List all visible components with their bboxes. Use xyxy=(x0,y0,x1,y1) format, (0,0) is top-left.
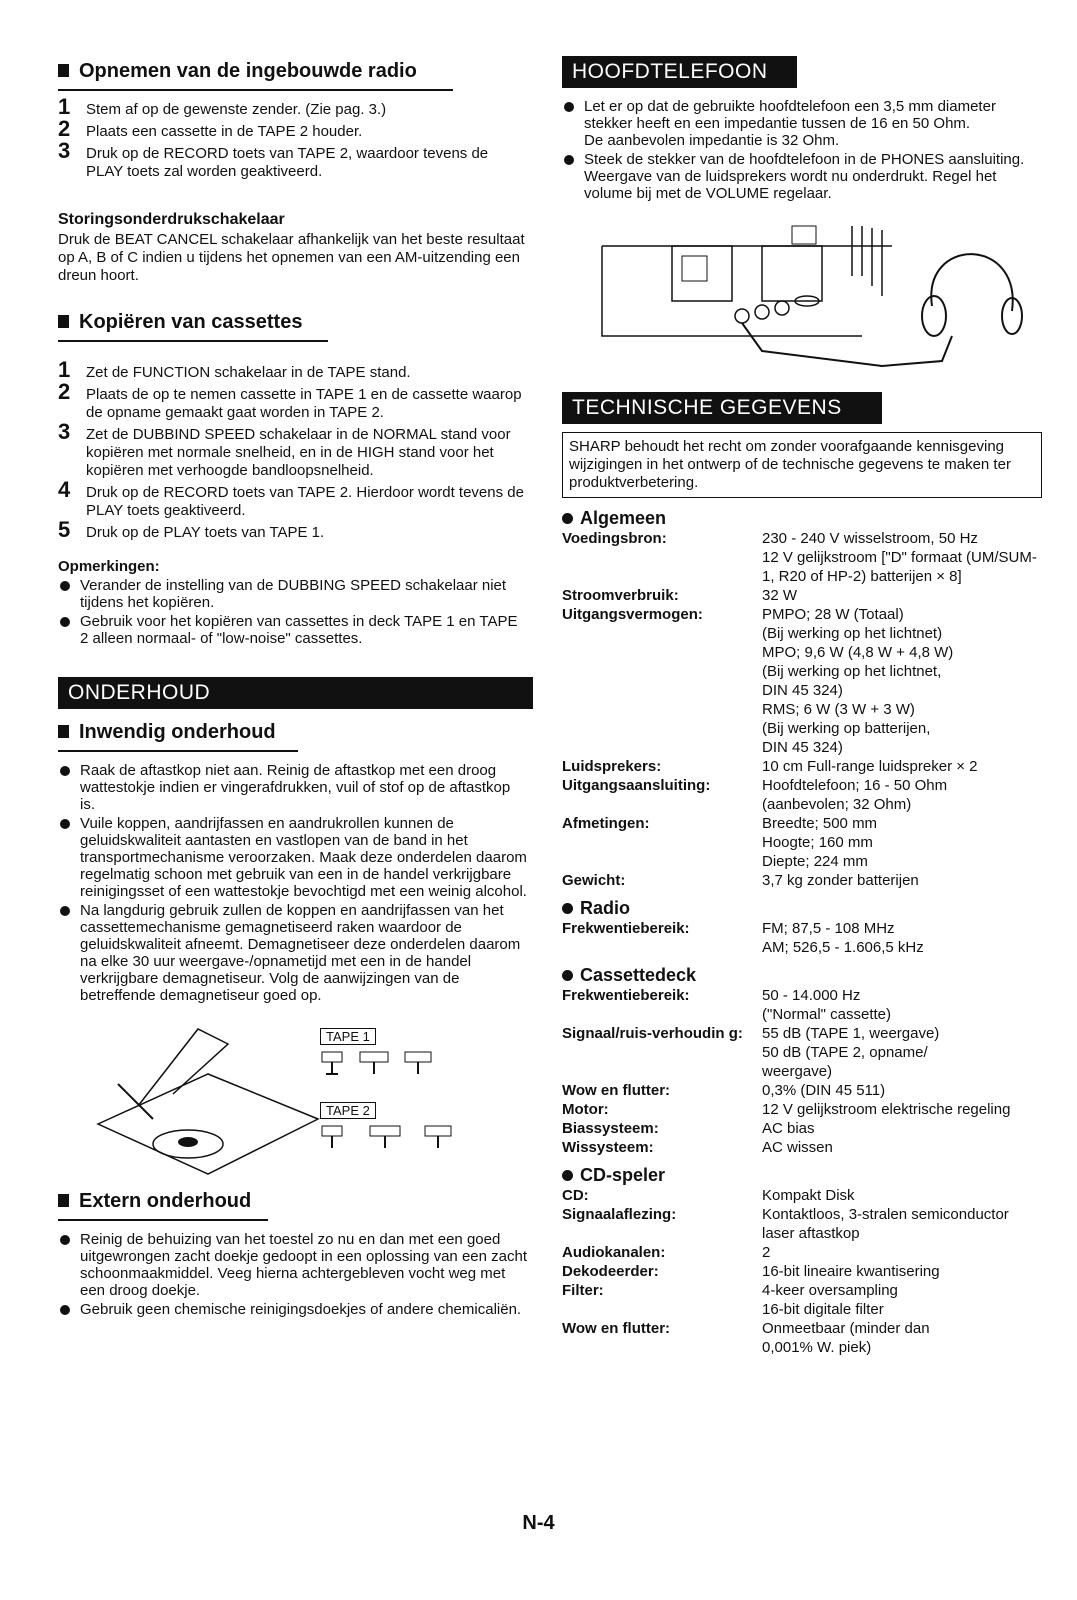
bullet-text: Steek de stekker van de hoofdtelefoon in de PHONES aansluiting. Weergave van de luidsprekers wordt nu onderdrukt. Regel het volume bij met de VOLUME regelaar. xyxy=(584,151,1025,202)
headphones-bullet xyxy=(562,151,1042,202)
spec-label: CD: xyxy=(562,1187,589,1204)
bullet-dot-icon xyxy=(564,155,574,165)
external-bullet xyxy=(58,1231,528,1299)
spec-value: AC wissen xyxy=(762,1139,833,1156)
square-bullet-icon xyxy=(58,1194,69,1207)
spec-value: 50 - 14.000 Hz ("Normal" cassette) xyxy=(762,987,892,1023)
spec-label: Wow en flutter: xyxy=(562,1082,671,1099)
cassette-deck-open-icon xyxy=(78,1014,328,1184)
banner-hoofdtelefoon: HOOFDTELEFOON xyxy=(562,56,797,88)
spec-value: Kompakt Disk xyxy=(762,1187,855,1204)
spec-value: 230 - 240 V wisselstroom, 50 Hz 12 V gelijkstroom ["D" formaat (UM/SUM-1, R20 of HP-2) batterijen × 8] xyxy=(762,530,1037,585)
step-number: 5 xyxy=(58,517,71,542)
spec-label: Biassysteem: xyxy=(562,1120,659,1137)
spec-label: Gewicht: xyxy=(562,872,626,889)
internal-bullet xyxy=(58,902,528,1004)
spec-label: Signaal/ruis-verhoudin g: xyxy=(562,1025,743,1042)
spec-group-title-text: Cassettedeck xyxy=(580,965,697,985)
spec-value: 12 V gelijkstroom elektrische regeling xyxy=(762,1101,1011,1118)
spec-label: Luidsprekers: xyxy=(562,758,662,775)
spec-value: 2 xyxy=(762,1244,771,1261)
step-item xyxy=(58,116,528,141)
spec-row xyxy=(562,757,1042,776)
internal-bullet xyxy=(58,815,528,900)
spec-value: 0,3% (DIN 45 511) xyxy=(762,1082,886,1099)
bullet-dot-icon xyxy=(60,906,70,916)
bullet-dot-icon xyxy=(60,819,70,829)
spec-value: Onmeetbaar (minder dan 0,001% W. piek) xyxy=(762,1320,930,1356)
square-bullet-icon xyxy=(58,725,69,738)
step-text: Zet de FUNCTION schakelaar in de TAPE stand. xyxy=(86,364,411,381)
bullet-dot-icon xyxy=(60,581,70,591)
notes-title: Opmerkingen: xyxy=(58,558,160,575)
copy-steps xyxy=(58,357,528,542)
cleaning-illustration xyxy=(58,1014,528,1184)
step-item xyxy=(58,138,528,181)
internal-bullet xyxy=(58,762,528,813)
headphones-bullet xyxy=(562,98,1042,149)
bullet-text: Gebruik geen chemische reinigingsdoekjes of andere chemicaliën. xyxy=(80,1301,522,1318)
square-bullet-icon xyxy=(58,64,69,77)
heading-text: Extern onderhoud xyxy=(79,1190,252,1212)
tape2-label: TAPE 2 xyxy=(320,1102,376,1119)
headphones-connection-illustration xyxy=(562,216,1032,386)
spec-row xyxy=(562,1024,1042,1081)
bullet-dot-icon xyxy=(60,766,70,776)
note-text: Verander de instelling van de DUBBING SPEED schakelaar niet tijdens het kopiëren. xyxy=(80,577,507,611)
step-text: Plaats een cassette in de TAPE 2 houder. xyxy=(86,123,363,140)
spec-value: AC bias xyxy=(762,1120,815,1137)
step-number: 2 xyxy=(58,116,71,141)
spec-row xyxy=(562,529,1042,586)
spec-value: 55 dB (TAPE 1, weergave) 50 dB (TAPE 2, opname/ weergave) xyxy=(762,1025,940,1080)
step-number: 1 xyxy=(58,94,71,119)
bullet-text: Na langdurig gebruik zullen de koppen en aandrijfassen van het cassettemechanisme gemagnetiseerd raken waardoor de geluidskwaliteit afneemt. Demagnetiseer deze onderdelen daarom na elke 30 uur weergave-/opnametijd met een in de handel verkrijgbare demagnetiseur. Volg de aanwijzingen van de betreffende demagnetiseur goed op. xyxy=(80,902,521,1004)
spec-row xyxy=(562,1081,1042,1100)
spec-row xyxy=(562,605,1042,757)
spec-label: Motor: xyxy=(562,1101,609,1118)
page-number: N-4 xyxy=(522,1512,555,1534)
spec-label: Filter: xyxy=(562,1282,604,1299)
spec-group-title-text: CD-speler xyxy=(580,1165,666,1185)
tape1-figure xyxy=(320,1028,450,1078)
section-heading-radio-recording xyxy=(58,60,453,91)
bullet-dot-icon xyxy=(562,513,573,524)
step-text: Druk op de PLAY toets van TAPE 1. xyxy=(86,524,325,541)
beat-cancel-title: Storingsonderdrukschakelaar xyxy=(58,211,285,228)
spec-label: Audiokanalen: xyxy=(562,1244,666,1261)
spec-row xyxy=(562,919,1042,957)
spec-row xyxy=(562,1281,1042,1319)
spec-label: Wissysteem: xyxy=(562,1139,654,1156)
bullet-text: Raak de aftastkop niet aan. Reinig de aftastkop met een droog wattestokje indien er vingerafdrukken, vuil of stof op de aftastkop is. xyxy=(80,762,511,813)
step-item xyxy=(58,419,528,480)
spec-group-title xyxy=(562,1165,1042,1186)
tape1-label: TAPE 1 xyxy=(320,1028,376,1045)
spec-row xyxy=(562,1100,1042,1119)
banner-technische-gegevens: TECHNISCHE GEGEVENS xyxy=(562,392,882,424)
spec-label: Stroomverbruik: xyxy=(562,587,679,604)
external-bullet xyxy=(58,1301,528,1318)
bullet-text: Let er op dat de gebruikte hoofdtelefoon een 3,5 mm diameter stekker heeft en een impedantie tussen de 16 en 50 Ohm. De aanbevolen impedantie is 32 Ohm. xyxy=(584,98,996,149)
step-item xyxy=(58,517,528,542)
tape-heads-icon xyxy=(320,1048,450,1078)
spec-row xyxy=(562,586,1042,605)
bullet-dot-icon xyxy=(60,1305,70,1315)
spec-label: Signaalaflezing: xyxy=(562,1206,677,1223)
square-bullet-icon xyxy=(58,315,69,328)
note-item xyxy=(58,577,528,611)
radio-steps xyxy=(58,94,528,181)
spec-value: 4-keer oversampling 16-bit digitale filter xyxy=(762,1282,898,1318)
step-number: 4 xyxy=(58,477,71,502)
bullet-dot-icon xyxy=(564,102,574,112)
note-text: Gebruik voor het kopiëren van cassettes in deck TAPE 1 en TAPE 2 alleen normaal- of "low-noise" cassettes. xyxy=(80,613,518,647)
spec-group-title-text: Radio xyxy=(580,898,631,918)
spec-value: Kontaktloos, 3-stralen semiconductor laser aftastkop xyxy=(762,1206,1009,1242)
step-item xyxy=(58,477,528,520)
section-heading-copy xyxy=(58,311,328,342)
spec-row xyxy=(562,1243,1042,1262)
spec-row xyxy=(562,1138,1042,1157)
step-text: Stem af op de gewenste zender. (Zie pag. 3.) xyxy=(86,101,387,118)
step-number: 3 xyxy=(58,419,71,444)
banner-onderhoud: ONDERHOUD xyxy=(58,677,533,709)
spec-value: FM; 87,5 - 108 MHz AM; 526,5 - 1.606,5 kHz xyxy=(762,920,924,956)
spec-label: Wow en flutter: xyxy=(562,1320,671,1337)
bullet-text: Reinig de behuizing van het toestel zo nu en dan met een goed uitgewrongen zacht doekje gedoopt in een oplossing van een zacht schoonmaakmiddel. Veeg hierna achtergebleven vocht weg met een droog doekje. xyxy=(80,1231,527,1299)
spec-value: 32 W xyxy=(762,587,798,604)
spec-row xyxy=(562,1262,1042,1281)
step-item xyxy=(58,379,528,422)
step-text: Plaats de op te nemen cassette in TAPE 1 en de cassette waarop de opname gemaakt gaat worden in TAPE 2. xyxy=(86,386,522,421)
spec-label: Frekwentiebereik: xyxy=(562,987,690,1004)
spec-value: PMPO; 28 W (Totaal) (Bij werking op het lichtnet) MPO; 9,6 W (4,8 W + 4,8 W) (Bij werking op het lichtnet, DIN 45 324) RMS; 6 W (3 W + 3 W) (Bij werking op batterijen, DIN 45 324) xyxy=(762,606,954,756)
heading-text: Kopiëren van cassettes xyxy=(79,311,303,333)
spec-row xyxy=(562,1119,1042,1138)
spec-label: Frekwentiebereik: xyxy=(562,920,690,937)
heading-text: Opnemen van de ingebouwde radio xyxy=(79,60,417,82)
spec-label: Dekodeerder: xyxy=(562,1263,659,1280)
left-column xyxy=(58,60,528,1320)
spec-label: Voedingsbron: xyxy=(562,530,667,547)
spec-value: Hoofdtelefoon; 16 - 50 Ohm (aanbevolen; 32 Ohm) xyxy=(762,777,948,813)
bullet-dot-icon xyxy=(60,1235,70,1245)
bullet-dot-icon xyxy=(562,970,573,981)
bullet-dot-icon xyxy=(562,903,573,914)
spec-label: Uitgangsvermogen: xyxy=(562,606,703,623)
spec-group-title xyxy=(562,508,1042,529)
step-text: Druk op de RECORD toets van TAPE 2, waardoor tevens de PLAY toets zal worden geaktiveerd. xyxy=(86,145,489,180)
note-item xyxy=(58,613,528,647)
spec-group-title xyxy=(562,965,1042,986)
step-number: 1 xyxy=(58,357,71,382)
spec-group-title-text: Algemeen xyxy=(580,508,667,528)
bullet-dot-icon xyxy=(60,617,70,627)
tape2-figure xyxy=(320,1102,470,1152)
step-item xyxy=(58,357,528,382)
right-column xyxy=(562,56,1042,1357)
bullet-dot-icon xyxy=(562,1170,573,1181)
step-number: 2 xyxy=(58,379,71,404)
spec-value: 10 cm Full-range luidspreker × 2 xyxy=(762,758,978,775)
step-text: Druk op de RECORD toets van TAPE 2. Hierdoor wordt tevens de PLAY toets geaktiveerd. xyxy=(86,484,524,519)
step-item xyxy=(58,94,528,119)
spec-row xyxy=(562,1205,1042,1243)
spec-row xyxy=(562,776,1042,814)
bullet-text: Vuile koppen, aandrijfassen en aandrukrollen kunnen de geluidskwaliteit aantasten en vastlopen van de band in het transportmechanisme veroorzaken. Maak deze onderdelen daarom regelmatig schoon met gebruik van een in de handel verkrijgbare reinigingsset of een wattestokje bevochtigd met een weinig alcohol. xyxy=(80,815,527,900)
step-number: 3 xyxy=(58,138,71,163)
step-text: Zet de DUBBIND SPEED schakelaar in de NORMAL stand voor kopiëren met normale snelheid, en in de HIGH stand voor het kopiëren met verhoogde bandloopsnelheid. xyxy=(86,426,511,479)
spec-row xyxy=(562,871,1042,890)
spec-group-title xyxy=(562,898,1042,919)
spec-row xyxy=(562,1186,1042,1205)
spec-row xyxy=(562,814,1042,871)
spec-label: Afmetingen: xyxy=(562,815,650,832)
section-heading-internal xyxy=(58,721,298,752)
beat-cancel-text: Druk de BEAT CANCEL schakelaar afhankelijk van het beste resultaat op A, B of C indien u tijdens het opnemen van een AM-uitzending een dreun hoort. xyxy=(58,231,525,284)
spec-value: 3,7 kg zonder batterijen xyxy=(762,872,919,889)
spec-value: 16-bit lineaire kwantisering xyxy=(762,1263,940,1280)
spec-value: Breedte; 500 mm Hoogte; 160 mm Diepte; 224 mm xyxy=(762,815,878,870)
tape-heads-icon xyxy=(320,1122,470,1152)
headphones-bullets xyxy=(562,98,1042,202)
spec-groups xyxy=(562,508,1042,1357)
spec-row xyxy=(562,986,1042,1024)
heading-text: Inwendig onderhoud xyxy=(79,721,276,743)
specs-notice: SHARP behoudt het recht om zonder voorafgaande kennisgeving wijzigingen in het ontwerp of de technische gegevens te maken ter produktverbetering. xyxy=(562,432,1042,498)
spec-row xyxy=(562,1319,1042,1357)
spec-label: Uitgangsaansluiting: xyxy=(562,777,711,794)
section-heading-external xyxy=(58,1190,268,1221)
